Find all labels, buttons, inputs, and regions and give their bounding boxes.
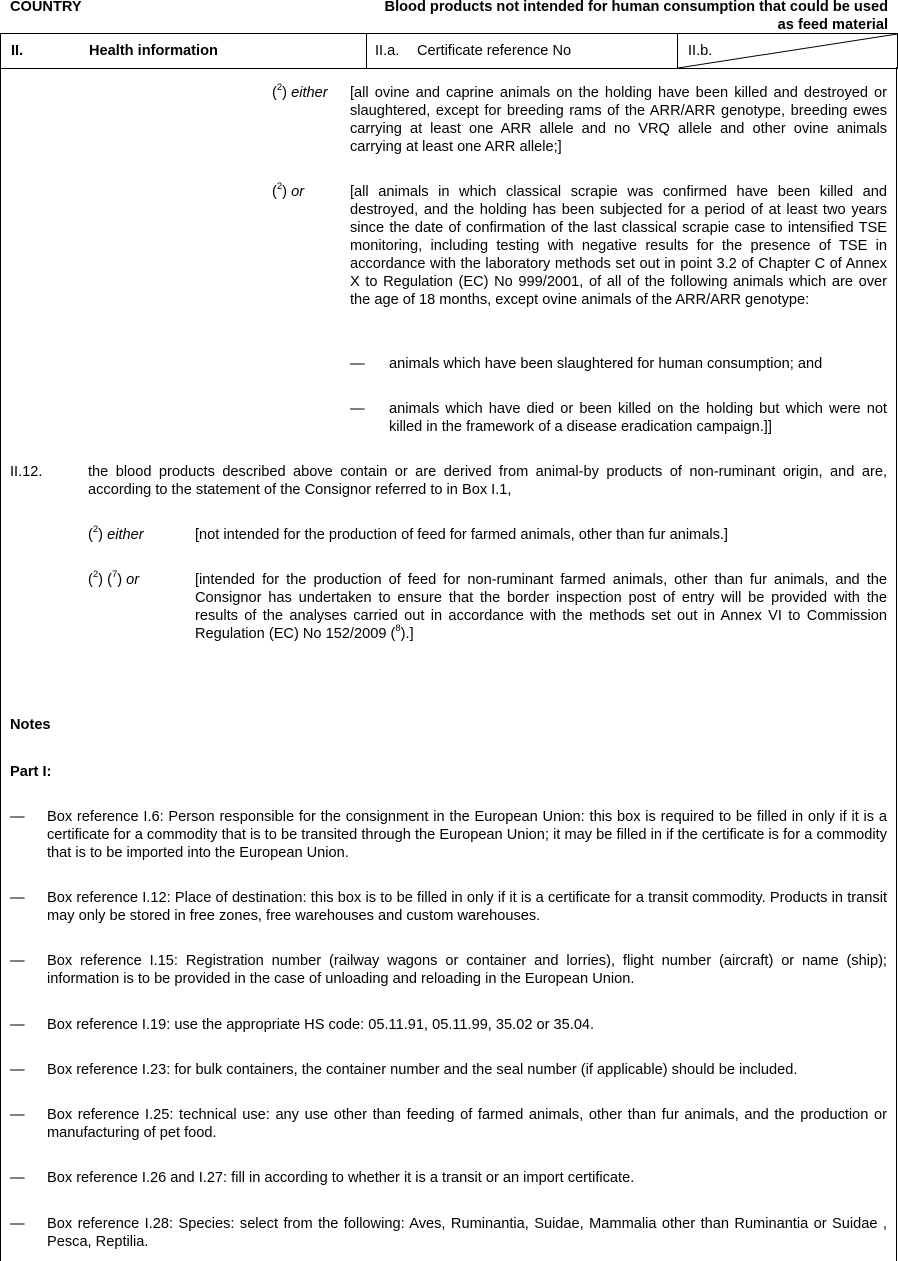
part-heading: Part I:	[10, 764, 52, 780]
section-title: Health information	[89, 43, 218, 59]
either-paragraph: [all ovine and caprine animals on the holding have been killed and destroyed or slaughtered, except for breeding rams of the ARR/ARR genotype, breeding ewes carrying at least one ARR allele and no VRQ allele and other ovine animals carrying at least one ARR allele;]	[350, 85, 887, 155]
note-dash: —	[10, 953, 25, 969]
certificate-title: Blood products not intended for human consumption that could be used as feed material	[384, 0, 888, 33]
right-border	[896, 67, 897, 1261]
or-marker: ($^2$) ($^7$) or	[88, 569, 140, 588]
dash-marker: —	[350, 356, 365, 372]
note-item: Box reference I.15: Registration number (railway wagons or container and lorries), flight number (aircraft) or name (ship); information is to be provided in the case of unloading and reloading in the European Union.	[47, 953, 887, 987]
dash-item-2: animals which have died or been killed on the holding but which were not killed in the framework of a disease eradication campaign.]]	[389, 401, 887, 435]
note-item: Box reference I.19: use the appropriate HS code: 05.11.91, 05.11.99, 35.02 or 35.04.	[47, 1017, 595, 1033]
ref-label: II.a.	[375, 43, 400, 59]
note-item: Box reference I.12: Place of destination: this box is to be filled in only if it is a certificate for a transit commodity. Products in transit may only be stored in free zones, free warehouses and custom warehouses.	[47, 890, 887, 924]
either-option-text: [not intended for the production of feed for farmed animals, other than fur animals.]	[195, 527, 728, 543]
note-item: Box reference I.23: for bulk containers, the container number and the seal number (if applicable) should be included.	[47, 1062, 798, 1078]
note-dash: —	[10, 890, 25, 906]
section-cell	[1, 34, 367, 68]
diagonal-strike	[678, 34, 897, 68]
or-marker: ($^2$) or	[272, 181, 305, 200]
dash-marker: —	[350, 401, 365, 417]
note-item: Box reference I.26 and I.27: fill in according to whether it is a transit or an import certificate.	[47, 1170, 635, 1186]
note-dash: —	[10, 1216, 25, 1232]
either-marker: ($^2$) either	[88, 524, 144, 543]
ref-b-label: II.b.	[688, 43, 713, 59]
ref-b-cell[interactable]	[678, 34, 897, 68]
section-number: II.	[11, 43, 24, 59]
health-info-header-row	[0, 33, 898, 69]
note-item: Box reference I.28: Species: select from the following: Aves, Ruminantia, Suidae, Mammalia other than Ruminantia or Suidae , Pesca, Reptilia.	[47, 1216, 887, 1250]
notes-heading: Notes	[10, 717, 51, 733]
note-dash: —	[10, 1017, 25, 1033]
certificate-reference-cell[interactable]	[367, 34, 678, 68]
left-border	[0, 67, 1, 1261]
clause-number: II.12.	[10, 464, 43, 480]
or-option-text: [intended for the production of feed for non-ruminant farmed animals, other than fur animals, and the Consignor has undertaken to ensure that the border inspection post of entry will be provided with the results of the analyses carried out in accordance with the methods set out in Annex VI to Commission Regulation (EC) No 152/2009 ($^8$).]	[195, 572, 887, 642]
note-item: Box reference I.6: Person responsible for the consignment in the European Union: this box is required to be filled in only if it is a certificate for a commodity that is to be transited through the European Union; it may be filled in if the certificate is for a commodity that is to be imported into the European Union.	[47, 809, 887, 861]
note-dash: —	[10, 809, 25, 825]
clause-text: the blood products described above contain or are derived from animal-by products of non-ruminant origin, and are, according to the statement of the Consignor referred to in Box I.1,	[88, 464, 887, 498]
ref-text: Certificate reference No	[417, 43, 572, 59]
country-label: COUNTRY	[10, 0, 82, 15]
note-dash: —	[10, 1107, 25, 1123]
either-marker: ($^2$) either	[272, 82, 328, 101]
or-paragraph: [all animals in which classical scrapie was confirmed have been killed and destroyed, and the holding has been subjected for a period of at least two years since the date of confirmation of the last classical scrapie case to intensified TSE monitoring, including testing with negative results for the presence of TSE in accordance with the laboratory methods set out in point 3.2 of Chapter C of Annex X to Regulation (EC) No 999/2001, of all of the following animals which are over the age of 18 months, except ovine animals of the ARR/ARR genotype:	[350, 184, 887, 308]
note-item: Box reference I.25: technical use: any use other than feeding of farmed animals, other than fur animals, and the production or manufacturing of pet food.	[47, 1107, 887, 1141]
note-dash: —	[10, 1062, 25, 1078]
note-dash: —	[10, 1170, 25, 1186]
dash-item-1: animals which have been slaughtered for human consumption; and	[389, 356, 823, 372]
